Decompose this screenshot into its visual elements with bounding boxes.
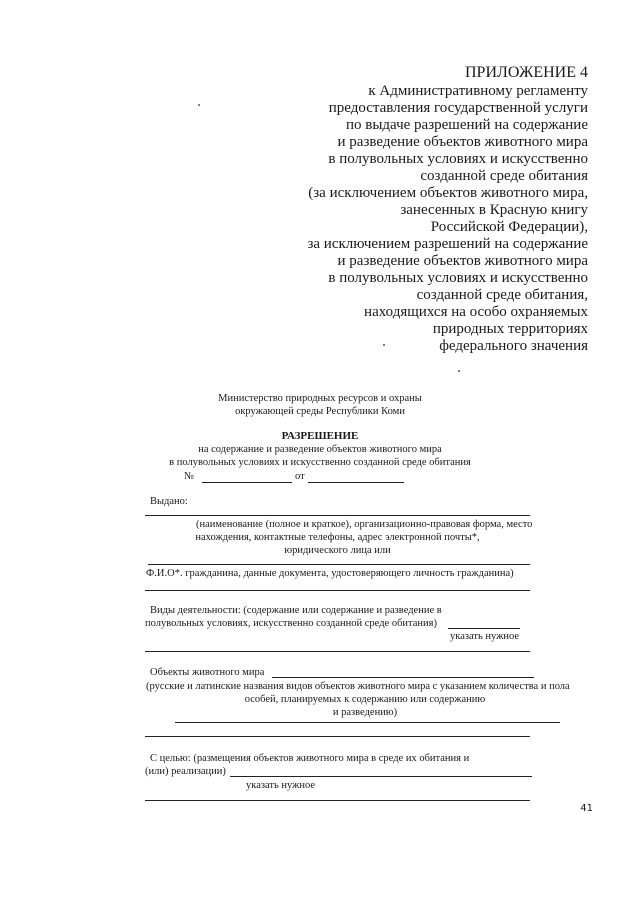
purpose-line1: С целью: (размещения объектов животного мира в среде их обитания и [150, 753, 470, 764]
appendix-line: и разведение объектов животного мира [337, 253, 588, 269]
appendix-line: по выдаче разрешений на содержание [345, 117, 588, 133]
objects-hint1: (русские и латинские названия видов объектов животного мира с указанием количества и пола [146, 681, 570, 692]
appendix-line: созданной среде обитания, [416, 287, 588, 303]
appendix-line: (за исключением объектов животного мира, [308, 185, 588, 201]
appendix-line: занесенных в Красную книгу [400, 202, 588, 218]
appendix-line: предоставления государственной услуги [328, 100, 588, 116]
appendix-line: за исключением разрешений на содержание [307, 236, 588, 252]
appendix-line: в полувольных условиях и искусственно [328, 151, 588, 167]
objects-field[interactable] [272, 677, 534, 678]
permit-title: РАЗРЕШЕНИЕ [281, 430, 359, 442]
issued-hint1: (наименование (полное и краткое), организационно-правовая форма, место [196, 519, 533, 530]
ministry-line1: Министерство природных ресурсов и охраны [218, 393, 422, 404]
appendix-line: федерального значения [439, 338, 588, 354]
permit-number-label: № [184, 471, 195, 482]
appendix-line: в полувольных условиях и искусственно [328, 270, 588, 286]
permit-date-label: от [295, 471, 305, 482]
activities-hint: указать нужное [450, 631, 520, 642]
purpose-field[interactable] [230, 776, 532, 777]
issued-field-1[interactable] [145, 515, 530, 516]
purpose-field-2[interactable] [145, 800, 530, 801]
scan-speck [383, 344, 385, 346]
permit-subtitle1: на содержание и разведение объектов животного мира [198, 444, 442, 455]
issued-hint2: нахождения, контактные телефоны, адрес электронной почты*, [195, 532, 480, 543]
appendix-line: к Административному регламенту [368, 83, 588, 99]
appendix-title: ПРИЛОЖЕНИЕ 4 [464, 64, 588, 81]
ministry-line2: окружающей среды Республики Коми [235, 406, 405, 417]
page-number: 41 [580, 803, 593, 814]
activities-field-2[interactable] [145, 651, 530, 652]
appendix-line: природных территориях [432, 321, 588, 337]
objects-field-2[interactable] [175, 722, 560, 723]
permit-number-field[interactable] [202, 482, 292, 483]
issued-hint4: Ф.И.О*. гражданина, данные документа, удостоверяющего личность гражданина) [146, 568, 514, 579]
issued-label: Выдано: [150, 496, 188, 507]
purpose-hint: указать нужное [246, 780, 316, 791]
appendix-line: созданной среде обитания [420, 168, 588, 184]
appendix-line: находящихся на особо охраняемых [364, 304, 588, 320]
issued-hint3: юридического лица или [284, 545, 391, 556]
permit-date-field[interactable] [308, 482, 404, 483]
objects-hint2: особей, планируемых к содержанию или содержанию [244, 694, 486, 705]
objects-hint3: и разведению) [332, 707, 398, 718]
activities-line1: Виды деятельности: (содержание или содержание и разведение в [150, 605, 442, 616]
scan-speck [198, 104, 200, 106]
appendix-line: и разведение объектов животного мира [337, 134, 588, 150]
activities-field[interactable] [448, 628, 520, 629]
objects-label: Объекты животного мира [150, 667, 265, 678]
objects-field-3[interactable] [145, 736, 530, 737]
issued-field-3[interactable] [145, 590, 530, 591]
issued-field-2[interactable] [148, 564, 530, 565]
scan-speck [458, 370, 460, 372]
appendix-line: Российской Федерации), [430, 219, 588, 235]
purpose-line2: (или) реализации) [145, 766, 226, 777]
permit-subtitle2: в полувольных условиях и искусственно созданной среде обитания [169, 457, 471, 468]
activities-line2: полувольных условиях, искусственно созданной среде обитания) [145, 618, 437, 629]
